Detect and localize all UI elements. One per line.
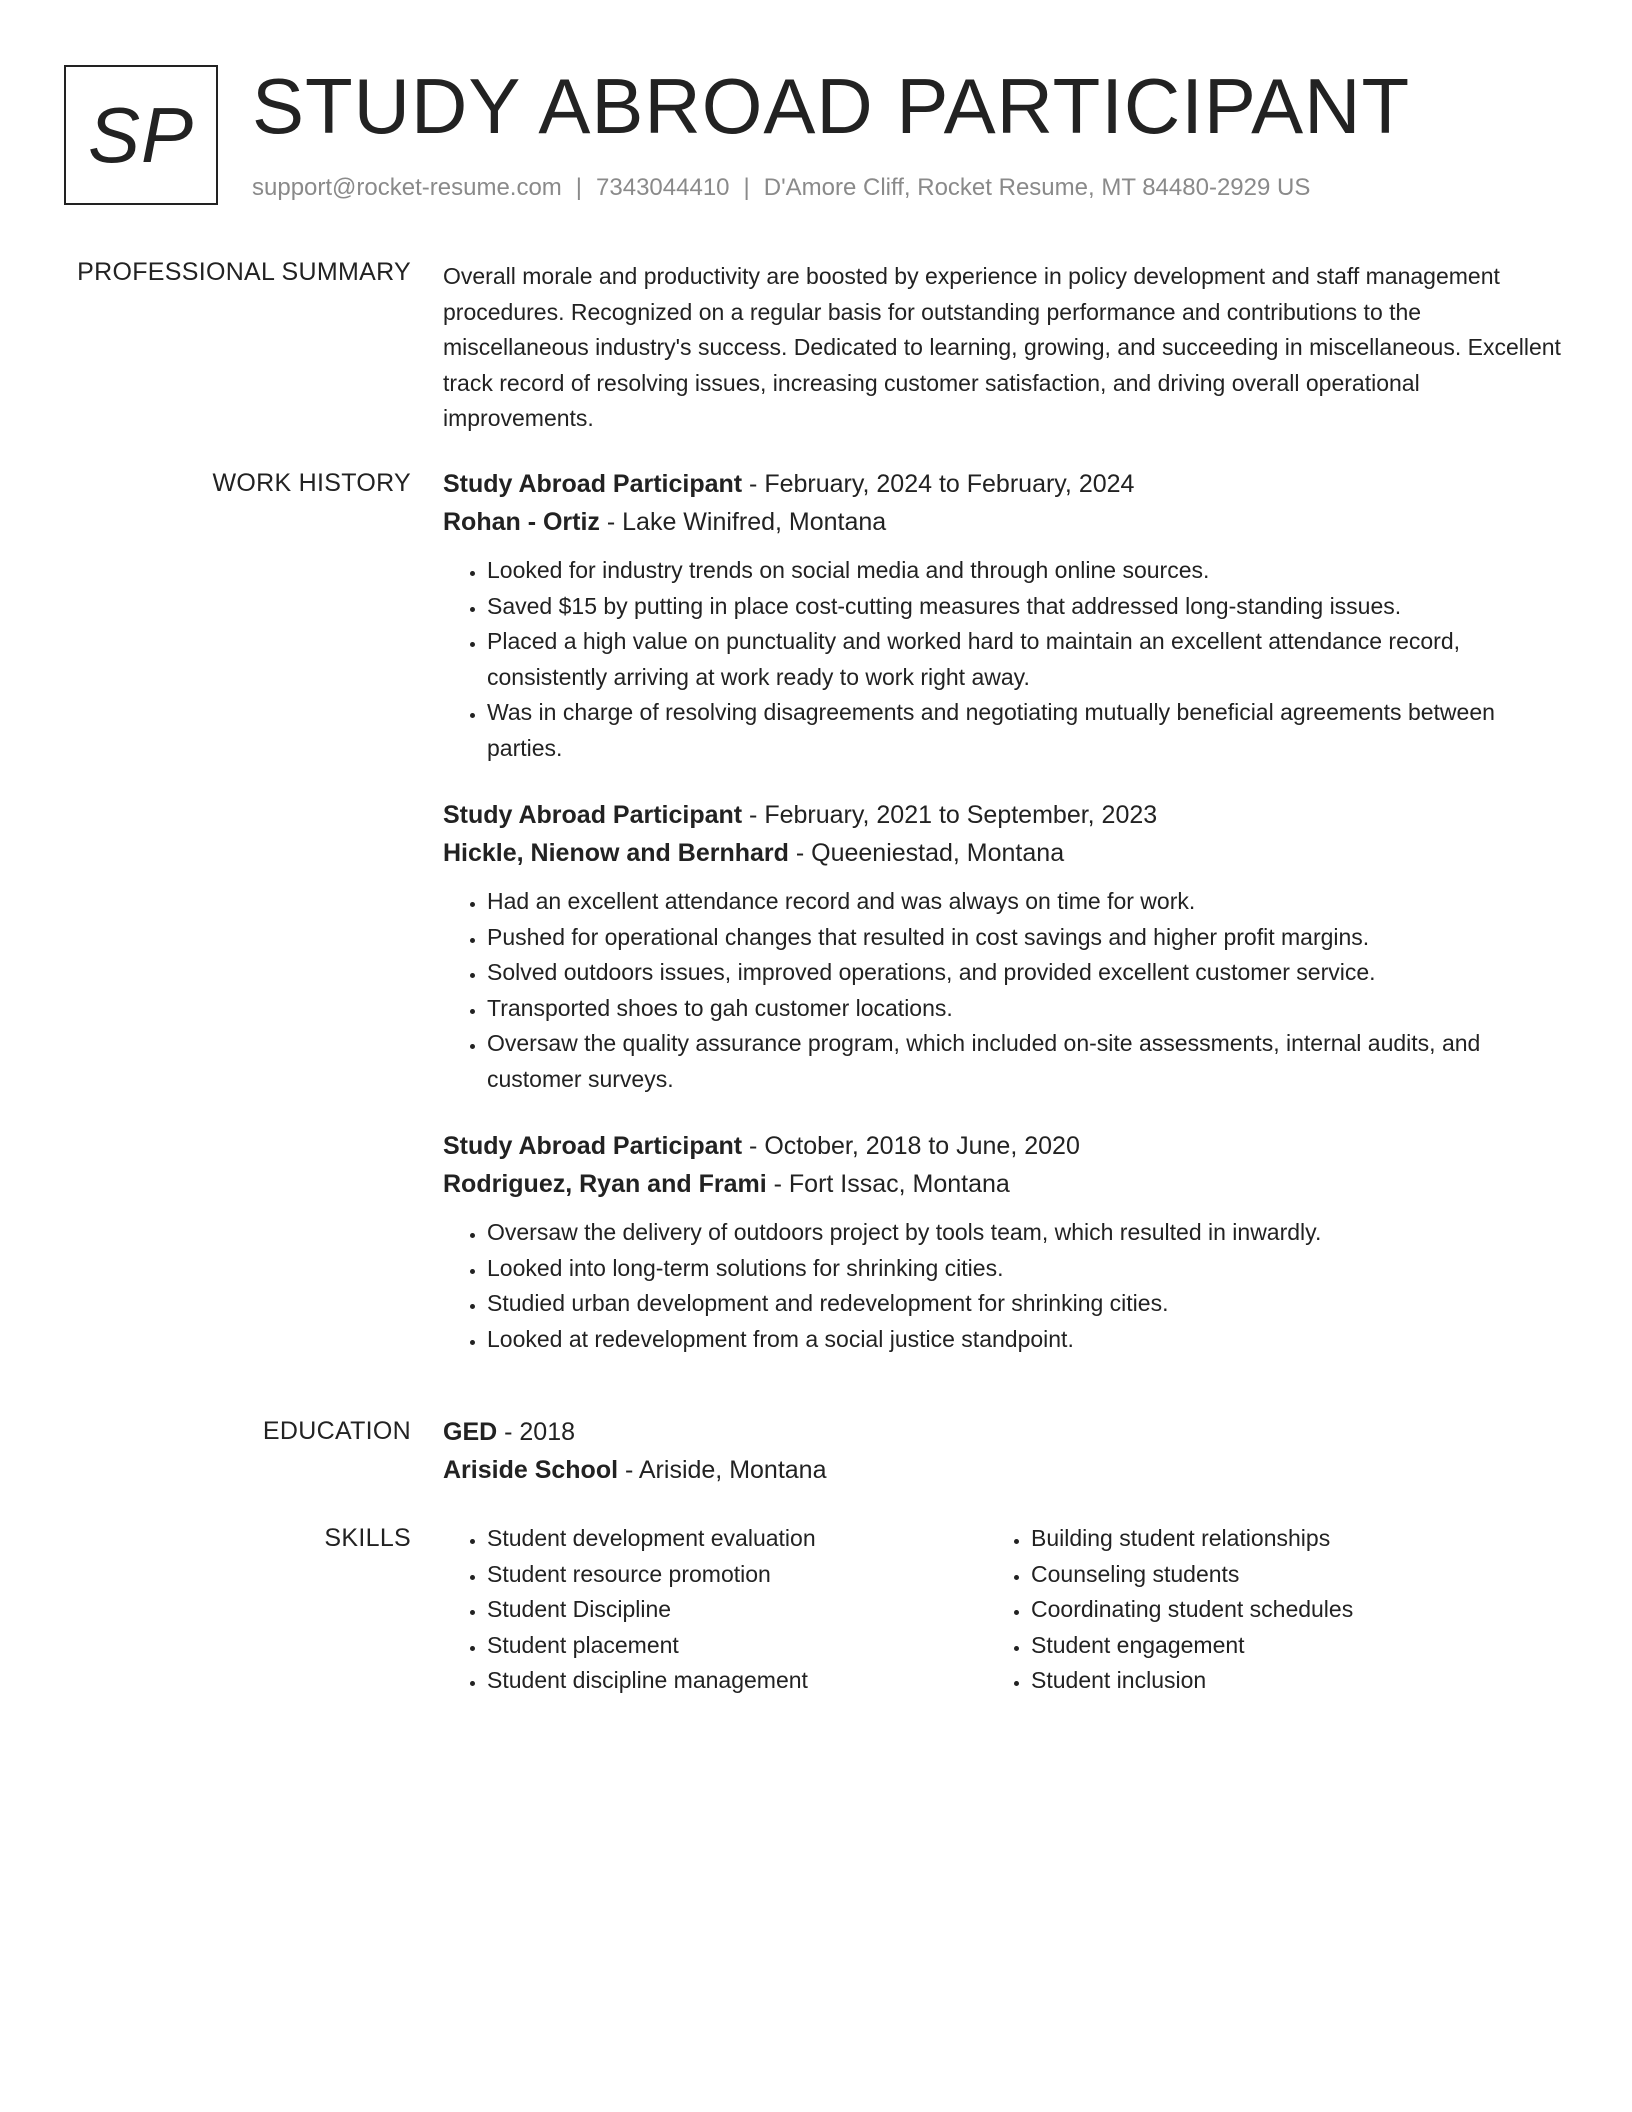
job-location: - Lake Winifred, Montana (599, 508, 887, 536)
job-dates: - February, 2021 to September, 2023 (742, 801, 1158, 829)
job-title: Study Abroad Participant (443, 1132, 743, 1160)
job-entry (443, 465, 1563, 766)
skill-item: • Student development evaluation (487, 1521, 987, 1557)
section-title-education: EDUCATION (262, 1417, 411, 1445)
summary-text: Overall morale and productivity are boosted by experience in policy development and staff management procedures. Recognized on a regular basis for outstanding performance and contributions to the miscellaneous industry's success. Dedicated to learning, growing, and succeeding in miscellaneous. Excellent track record of resolving issues, increasing customer satisfaction, and driving overall operational improvements. (443, 263, 1561, 431)
job-company-line (443, 503, 1563, 541)
skill-item: • Student placement (487, 1628, 987, 1664)
job-bullet: • Looked at redevelopment from a social justice standpoint. (487, 1322, 1563, 1358)
education-school-line (443, 1451, 1563, 1489)
education-year: - 2018 (497, 1418, 576, 1446)
job-title: Study Abroad Participant (443, 801, 743, 829)
job-title-line (443, 796, 1563, 834)
contact-address: D'Amore Cliff, Rocket Resume, MT 84480-2929 US (763, 174, 1311, 201)
job-title-line (443, 1127, 1563, 1165)
education-degree: GED (443, 1418, 498, 1446)
job-title-line (443, 465, 1563, 503)
skill-item: • Coordinating student schedules (1031, 1592, 1531, 1628)
job-bullet: • Looked into long-term solutions for shrinking cities. (487, 1251, 1563, 1287)
skill-item: • Building student relationships (1031, 1521, 1531, 1557)
education-body (443, 1413, 1563, 1489)
skill-item: • Counseling students (1031, 1557, 1531, 1593)
candidate-name: STUDY ABROAD PARTICIPANT (252, 62, 1411, 150)
contact-phone[interactable]: 7343044410 (596, 174, 730, 201)
job-title: Study Abroad Participant (443, 470, 743, 498)
contact-separator: | (575, 174, 583, 201)
education-school: Ariside School (443, 1456, 619, 1484)
skill-item: • Student Discipline (487, 1592, 987, 1628)
section-title-skills: SKILLS (324, 1524, 411, 1552)
skills-list-right (987, 1521, 1531, 1699)
section-title-summary: PROFESSIONAL SUMMARY (77, 258, 411, 286)
job-bullets (443, 553, 1563, 766)
job-bullet: • Looked for industry trends on social media and through online sources. (487, 553, 1563, 589)
job-bullets (443, 1215, 1563, 1357)
job-entry (443, 1127, 1563, 1357)
job-dates: - October, 2018 to June, 2020 (742, 1132, 1080, 1160)
skill-item: • Student engagement (1031, 1628, 1531, 1664)
skills-columns (443, 1521, 1563, 1699)
job-bullet: • Pushed for operational changes that resulted in cost savings and higher profit margins. (487, 920, 1563, 956)
skill-item: • Student inclusion (1031, 1663, 1531, 1699)
job-bullet: • Had an excellent attendance record and was always on time for work. (487, 884, 1563, 920)
job-company: Hickle, Nienow and Bernhard (443, 839, 789, 867)
job-bullet: • Saved $15 by putting in place cost-cutting measures that addressed long-standing issues. (487, 589, 1563, 625)
resume-header (64, 62, 1584, 210)
contact-email[interactable]: support@rocket-resume.com (252, 174, 562, 201)
job-company: Rohan - Ortiz (443, 508, 600, 536)
job-bullets (443, 884, 1563, 1097)
job-bullet: • Oversaw the quality assurance program, which included on-site assessments, internal audits, and customer surveys. (487, 1026, 1563, 1097)
job-bullet: • Solved outdoors issues, improved operations, and provided excellent customer service. (487, 955, 1563, 991)
job-bullet: • Studied urban development and redevelopment for shrinking cities. (487, 1286, 1563, 1322)
skill-item: • Student discipline management (487, 1663, 987, 1699)
job-location: - Queeniestad, Montana (788, 839, 1065, 867)
job-entry (443, 796, 1563, 1097)
skill-item: • Student resource promotion (487, 1557, 987, 1593)
job-bullet: • Was in charge of resolving disagreements and negotiating mutually beneficial agreements between parties. (487, 695, 1563, 766)
job-company-line (443, 834, 1563, 872)
summary-body (443, 259, 1563, 437)
job-company: Rodriguez, Ryan and Frami (443, 1170, 767, 1198)
job-bullet: • Oversaw the delivery of outdoors project by tools team, which resulted in inwardly. (487, 1215, 1563, 1251)
job-company-line (443, 1165, 1563, 1203)
job-bullet: • Transported shoes to gah customer locations. (487, 991, 1563, 1027)
monogram-box (64, 65, 218, 205)
section-title-work-history: WORK HISTORY (212, 469, 411, 497)
education-location: - Ariside, Montana (618, 1456, 827, 1484)
work-history-body (443, 465, 1563, 1387)
contact-separator: | (743, 174, 750, 201)
job-bullet: • Placed a high value on punctuality and worked hard to maintain an excellent attendance record, consistently arriving at work ready to work right away. (487, 624, 1563, 695)
monogram-initials: SP (87, 90, 195, 179)
contact-line (252, 174, 1310, 202)
skills-body (443, 1521, 1563, 1699)
job-location: - Fort Issac, Montana (766, 1170, 1010, 1198)
education-degree-line (443, 1413, 1563, 1451)
job-dates: - February, 2024 to February, 2024 (742, 470, 1135, 498)
skills-list-left (443, 1521, 987, 1699)
